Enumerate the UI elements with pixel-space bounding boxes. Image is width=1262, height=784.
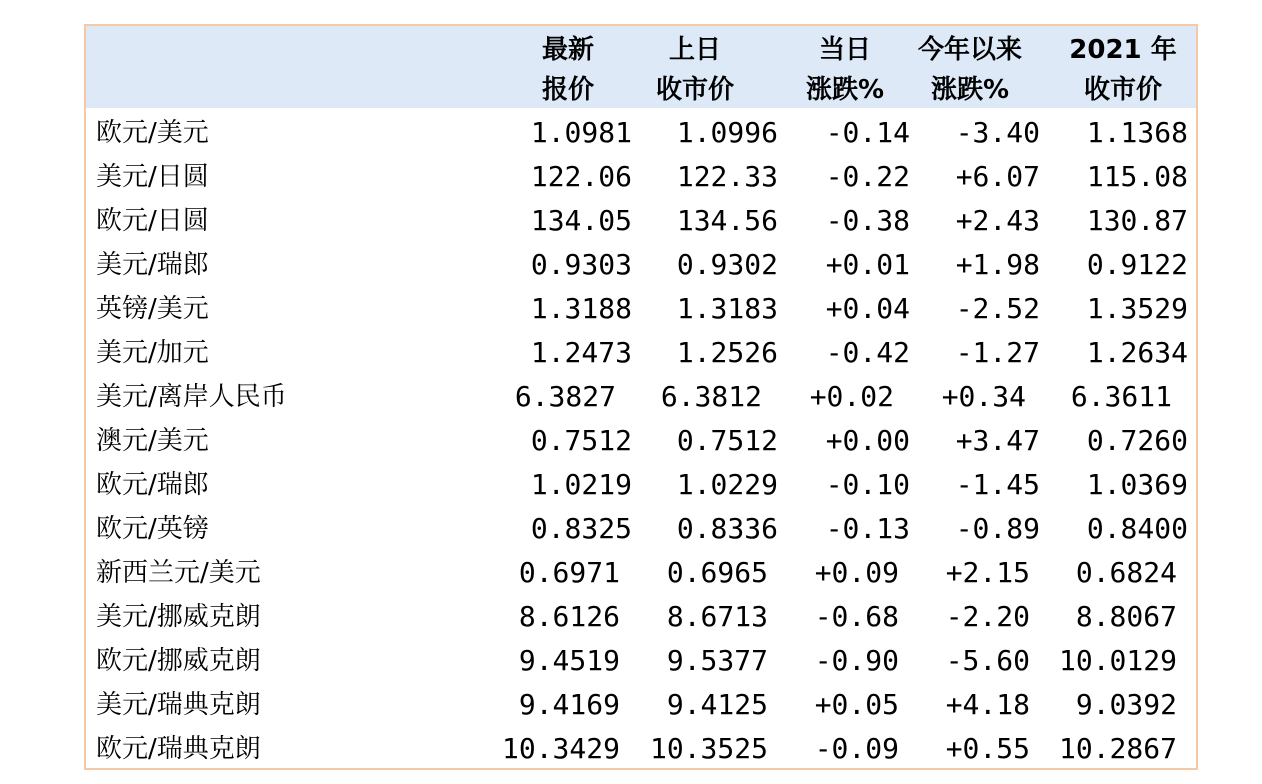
value-cell-col4: -2.20 — [945, 600, 1030, 633]
currency-pair-label: 美元/加元 — [96, 338, 209, 368]
currency-pair-label: 欧元/美元 — [96, 118, 209, 148]
value-cell-col1: 0.8325 — [530, 512, 632, 545]
value-cell-col4: -0.89 — [955, 512, 1040, 545]
value-cell-col4: +3.47 — [955, 424, 1040, 457]
value-cell-col1: 6.3827 — [514, 380, 616, 413]
table-row — [86, 243, 1196, 287]
value-cell-col2: 9.4125 — [666, 688, 768, 721]
value-cell-col5: 8.8067 — [1075, 600, 1177, 633]
value-cell-col4: -1.27 — [955, 336, 1040, 369]
value-cell-col1: 1.0219 — [530, 468, 632, 501]
table-row — [86, 551, 1196, 595]
value-cell-col5: 0.6824 — [1075, 556, 1177, 589]
value-cell-col2: 1.3183 — [676, 292, 778, 325]
value-cell-col1: 0.6971 — [518, 556, 620, 589]
currency-pair-label: 新西兰元/美元 — [96, 558, 261, 588]
value-cell-col2: 6.3812 — [660, 380, 762, 413]
value-cell-col3: -0.38 — [825, 204, 910, 237]
value-cell-col5: 1.3529 — [1086, 292, 1188, 325]
value-cell-col3: -0.13 — [825, 512, 910, 545]
currency-pair-label: 美元/离岸人民币 — [96, 382, 287, 412]
value-cell-col3: +0.02 — [809, 380, 894, 413]
value-cell-col2: 134.56 — [676, 204, 778, 237]
value-cell-col4: +0.55 — [945, 732, 1030, 765]
value-cell-col2: 122.33 — [676, 160, 778, 193]
value-cell-col3: -0.42 — [825, 336, 910, 369]
value-cell-col5: 1.2634 — [1086, 336, 1188, 369]
currency-pair-label: 美元/日圆 — [96, 162, 209, 192]
value-cell-col1: 8.6126 — [518, 600, 620, 633]
value-cell-col4: +4.18 — [945, 688, 1030, 721]
value-cell-col2: 10.3525 — [649, 732, 768, 765]
table-row — [86, 727, 1196, 771]
currency-pair-label: 欧元/瑞典克朗 — [96, 734, 261, 764]
table-row — [86, 111, 1196, 155]
currency-pair-label: 欧元/挪威克朗 — [96, 646, 261, 676]
value-cell-col1: 1.3188 — [530, 292, 632, 325]
value-cell-col2: 0.8336 — [676, 512, 778, 545]
value-cell-col4: +2.15 — [945, 556, 1030, 589]
value-cell-col1: 10.3429 — [501, 732, 620, 765]
value-cell-col1: 9.4169 — [518, 688, 620, 721]
value-cell-col5: 130.87 — [1086, 204, 1188, 237]
value-cell-col1: 1.2473 — [530, 336, 632, 369]
value-cell-col5: 10.2867 — [1058, 732, 1177, 765]
value-cell-col5: 1.0369 — [1086, 468, 1188, 501]
table-row — [86, 199, 1196, 243]
value-cell-col3: +0.00 — [825, 424, 910, 457]
value-cell-col3: -0.68 — [814, 600, 899, 633]
value-cell-col3: +0.01 — [825, 248, 910, 281]
value-cell-col2: 8.6713 — [666, 600, 768, 633]
column-header-line2: 涨跌% — [930, 75, 1010, 105]
column-header-line1: 今年以来 — [917, 35, 1022, 65]
value-cell-col3: -0.10 — [825, 468, 910, 501]
value-cell-col4: +0.34 — [941, 380, 1026, 413]
value-cell-col4: -1.45 — [955, 468, 1040, 501]
value-cell-col4: -2.52 — [955, 292, 1040, 325]
currency-pair-label: 美元/瑞郎 — [96, 250, 209, 280]
column-header-2 — [640, 30, 750, 110]
column-header-line1: 当日 — [818, 35, 871, 65]
value-cell-col3: +0.09 — [814, 556, 899, 589]
value-cell-col3: +0.04 — [825, 292, 910, 325]
value-cell-col2: 0.6965 — [666, 556, 768, 589]
column-header-1 — [520, 30, 616, 110]
column-header-line2: 报价 — [541, 75, 594, 105]
value-cell-col3: -0.22 — [825, 160, 910, 193]
value-cell-col5: 0.7260 — [1086, 424, 1188, 457]
value-cell-col5: 9.0392 — [1075, 688, 1177, 721]
value-cell-col2: 0.7512 — [676, 424, 778, 457]
value-cell-col2: 1.2526 — [676, 336, 778, 369]
value-cell-col5: 0.8400 — [1086, 512, 1188, 545]
value-cell-col4: +6.07 — [955, 160, 1040, 193]
column-header-line2: 收市价 — [655, 75, 734, 105]
value-cell-col5: 0.9122 — [1086, 248, 1188, 281]
value-cell-col2: 0.9302 — [676, 248, 778, 281]
value-cell-col5: 1.1368 — [1086, 116, 1188, 149]
value-cell-col1: 0.9303 — [530, 248, 632, 281]
column-header-3 — [790, 30, 900, 110]
table-row — [86, 375, 1196, 419]
currency-pair-label: 美元/挪威克朗 — [96, 602, 261, 632]
column-header-line2: 收市价 — [1083, 75, 1162, 105]
value-cell-col1: 1.0981 — [530, 116, 632, 149]
column-header-line2: 涨跌% — [805, 75, 885, 105]
value-cell-col3: -0.14 — [825, 116, 910, 149]
currency-pair-label: 欧元/日圆 — [96, 206, 209, 236]
table-row — [86, 419, 1196, 463]
table-row — [86, 507, 1196, 551]
currency-pair-label: 美元/瑞典克朗 — [96, 690, 261, 720]
value-cell-col4: +1.98 — [955, 248, 1040, 281]
value-cell-col2: 1.0996 — [676, 116, 778, 149]
column-header-4 — [900, 30, 1040, 110]
value-cell-col5: 115.08 — [1086, 160, 1188, 193]
value-cell-col1: 9.4519 — [518, 644, 620, 677]
table-row — [86, 463, 1196, 507]
currency-pair-label: 英镑/美元 — [96, 294, 209, 324]
value-cell-col4: +2.43 — [955, 204, 1040, 237]
table-row — [86, 287, 1196, 331]
currency-pair-label: 欧元/英镑 — [96, 514, 209, 544]
value-cell-col4: -5.60 — [945, 644, 1030, 677]
value-cell-col3: -0.09 — [814, 732, 899, 765]
value-cell-col4: -3.40 — [955, 116, 1040, 149]
value-cell-col1: 134.05 — [530, 204, 632, 237]
value-cell-col5: 10.0129 — [1058, 644, 1177, 677]
currency-pair-label: 欧元/瑞郎 — [96, 470, 209, 500]
value-cell-col3: -0.90 — [814, 644, 899, 677]
column-header-5 — [1048, 30, 1198, 110]
column-header-line1: 2021 年 — [1069, 35, 1177, 65]
value-cell-col1: 122.06 — [530, 160, 632, 193]
currency-pair-label: 澳元/美元 — [96, 426, 209, 456]
value-cell-col3: +0.05 — [814, 688, 899, 721]
value-cell-col1: 0.7512 — [530, 424, 632, 457]
column-header-line1: 上日 — [668, 35, 721, 65]
table-row — [86, 331, 1196, 375]
table-row — [86, 683, 1196, 727]
table-row — [86, 155, 1196, 199]
value-cell-col5: 6.3611 — [1070, 380, 1172, 413]
value-cell-col2: 1.0229 — [676, 468, 778, 501]
value-cell-col2: 9.5377 — [666, 644, 768, 677]
table-row — [86, 595, 1196, 639]
table-row — [86, 639, 1196, 683]
column-header-line1: 最新 — [541, 35, 594, 65]
